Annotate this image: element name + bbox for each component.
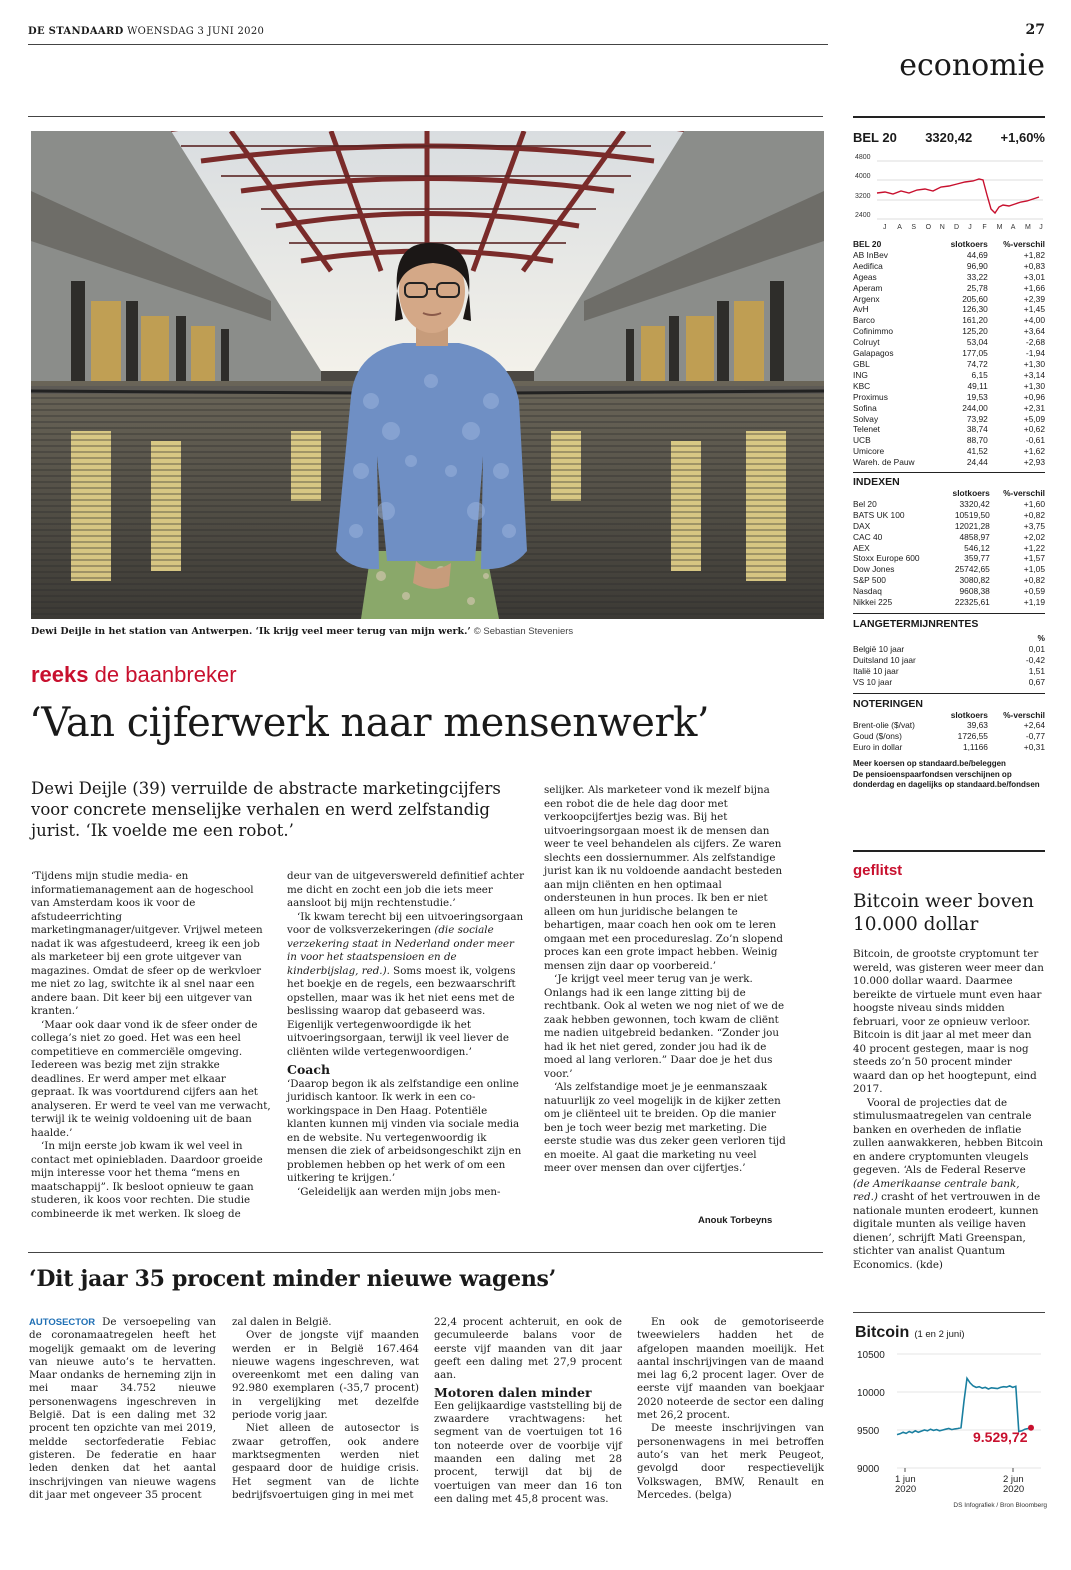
- row-value: 25742,65: [954, 564, 990, 575]
- row-value: +1,05: [1023, 564, 1045, 575]
- rule: [853, 850, 1045, 852]
- paragraph: ‘Daarop begon ik als zelfstandige een online juridisch kantoor. Ik werk in een co-workingspace in Den Haag. Potentiële klanten kunnen mij vinden via sociale media en de website. Nu vertegenwoordig ik mensen die ziek of arbeidsongeschikt zijn en problemen hebben op het werk of om een uitkering te krijgen.’: [287, 1077, 522, 1184]
- paragraph: ‘Tijdens mijn studie media- en informatiemanagement aan de hogeschool van Amsterdam koos ik voor de afstudeerrichting marketingmanager/uitgever. Vrijwel meteen nadat ik was afgestudeerd, kreeg ik een job als marketeer bij een grote uitgever van magazines. Omdat de sfeer op de werkvloer me niet zo lag, switchte ik al snel naar een andere baan. Dit keer bij een uitgever van kranten.’: [31, 870, 263, 1017]
- row-label: Nikkei 225: [853, 597, 893, 608]
- row-value: +1,19: [1023, 597, 1045, 608]
- paragraph: Over de jongste vijf maanden werden er in België 167.464 nieuwe wagens ingeschreven, wat overeenkomt met een daling van 92.980 exemplaren (-35,7 procent) in vergelijking met dezelfde periode vorig jaar.: [232, 1329, 419, 1422]
- row-label: Umicore: [853, 446, 885, 457]
- row-value: +0,83: [1023, 260, 1045, 271]
- row-value: 4858,97: [959, 531, 990, 542]
- funds-note: De pensioenspaarfondsen verschijnen op donderdag en dagelijks op standaard.be/fondsen: [853, 769, 1040, 790]
- bitcoin-last-value: 9.529,72: [973, 1429, 1028, 1445]
- bel20-value: 3320,42: [925, 130, 973, 145]
- row-label: CAC 40: [853, 531, 883, 542]
- row-label: Galapagos: [853, 348, 894, 359]
- article2-headline: ‘Dit jaar 35 procent minder nieuwe wagens’: [29, 1266, 556, 1292]
- paragraph: En ook de gemotoriseerde tweewielers hadden het de afgelopen maanden moeilijk. Het aantal inschrijvingen van de maand mei lag 6,2 procent lager. Over de eerste vijf maanden van boekjaar 2020 noteerde de sector een daling met 26,2 procent.: [637, 1316, 824, 1422]
- bel20-summary: [853, 130, 1045, 145]
- more-quotes-note: Meer koersen op standaard.be/beleggen: [853, 759, 1006, 769]
- masthead: [28, 26, 264, 37]
- table-row: [853, 261, 1045, 272]
- row-value: 161,20: [962, 315, 988, 326]
- article-photo: [31, 131, 824, 619]
- row-label: Nasdaq: [853, 586, 882, 597]
- photo-credit: © Sebastian Steveniers: [473, 626, 574, 637]
- bel20-month-tick: D: [954, 224, 960, 231]
- article-column-1: [31, 870, 271, 1221]
- row-label: Italië 10 jaar: [853, 665, 899, 676]
- table-row: [853, 315, 1045, 326]
- row-value: 19,53: [966, 391, 988, 402]
- row-value: 3320,42: [959, 498, 990, 509]
- row-value: 9608,38: [959, 586, 990, 597]
- row-value: +2,31: [1023, 402, 1045, 413]
- row-label: Stoxx Europe 600: [853, 553, 920, 564]
- noteringen-title: NOTERINGEN: [853, 697, 924, 710]
- row-value: 177,05: [962, 348, 988, 359]
- bel20-line: [877, 179, 1039, 213]
- row-value: +1,82: [1023, 249, 1045, 260]
- bitcoin-xtick-label: 2020: [895, 1484, 917, 1495]
- table-header: [853, 488, 941, 499]
- article-headline: ‘Van cijferwerk naar mensenwerk’: [29, 700, 710, 746]
- row-value: +3,75: [1023, 520, 1045, 531]
- row-label: Solvay: [853, 413, 879, 424]
- bitcoin-ytick: 9000: [857, 1464, 880, 1475]
- bel20-month-tick: N: [939, 224, 945, 231]
- row-value: 0,01: [1028, 643, 1045, 654]
- geflitst-box: [853, 862, 1045, 1272]
- bel20-ytick: 2400: [855, 212, 871, 219]
- table-row: [853, 499, 1045, 510]
- bel20-change: +1,60%: [1000, 130, 1045, 145]
- paragraph: De meeste inschrijvingen van personenwagens in mei betroffen auto’s van het merk Peugeot, gevolgd door respectievelijk Volkswagen, BMW, Renault en Mercedes. (belga): [637, 1422, 824, 1501]
- geflitst-paragraph-2: [853, 1097, 1045, 1273]
- article-column-3: [544, 784, 786, 1176]
- table-header: slotkoers: [950, 239, 988, 249]
- row-value: 73,92: [966, 413, 988, 424]
- table-row: [853, 644, 1045, 655]
- table-row: [853, 543, 1045, 554]
- row-value: +3,64: [1023, 326, 1045, 337]
- row-label: AB InBev: [853, 249, 888, 260]
- table-row: [853, 294, 1045, 305]
- row-label: Bel 20: [853, 498, 877, 509]
- section-tag: AUTOSECTOR: [29, 1317, 96, 1328]
- section-title: economie: [899, 48, 1045, 83]
- paragraph: selijker. Als marketeer vond ik mezelf bijna een robot die de hele dag door met verkoopcijfertjes bezig was. Bij het uitvoeringsorgaan moest ik de mensen dan weer te veel behandelen als cijfers. Ze waren slechts een dossiernummer. Als zelfstandige jurist kan ik nu voldoende aandacht besteden aan mijn cliënten en hen optimaal ondersteunen in hun proces. Ik ben er niet alleen om hun juridische belangen te behartigen, maar coach hen ook om te leren omgaan met een procedureslag. Zo’n slopend proces kan een grote impact hebben. Weinig mensen zijn daar op voorbereid.’: [544, 784, 783, 972]
- row-label: Wareh. de Pauw: [853, 457, 915, 468]
- bitcoin-ytick: 10500: [857, 1350, 885, 1361]
- table-row: [853, 304, 1045, 315]
- page-number: 27: [1025, 22, 1045, 38]
- bel20-month-tick: M: [1025, 224, 1031, 231]
- paragraph: ‘Als zelfstandige moet je je eenmanszaak natuurlijk zo veel mogelijk in de kijker zetten om je cliënteel uit te breiden. Op die manier ben je toch weer bezig met marketing. Die eerste studie was dus zeker geen verloren tijd en moeite. Al gaat die marketing nu veel meer over mensen dan over cijfertjes.’: [544, 1081, 786, 1174]
- table-header: slotkoers: [952, 488, 990, 499]
- table-row: [853, 446, 1045, 457]
- table-row: [853, 283, 1045, 294]
- row-value: 0,67: [1028, 676, 1045, 687]
- table-row: [853, 597, 1045, 608]
- table-row: [853, 272, 1045, 283]
- row-value: 546,12: [964, 542, 990, 553]
- row-value: 205,60: [962, 293, 988, 304]
- row-value: +2,02: [1023, 531, 1045, 542]
- bel20-month-tick: S: [911, 224, 917, 231]
- row-label: Cofinimmo: [853, 326, 894, 337]
- row-value: -0,61: [1025, 435, 1045, 446]
- bel20-month-tick: J: [1039, 224, 1043, 231]
- bitcoin-chart-subtitle: (1 en 2 juni): [914, 1329, 965, 1340]
- article2-column-1: [29, 1316, 216, 1502]
- indexen-title: INDEXEN: [853, 476, 900, 489]
- photo-caption: [31, 626, 821, 637]
- row-value: +1,22: [1023, 542, 1045, 553]
- paragraph: zal dalen in België.: [232, 1316, 332, 1328]
- table-row: [853, 553, 1045, 564]
- table-header: slotkoers: [950, 709, 988, 720]
- row-label: Euro in dollar: [853, 742, 903, 753]
- row-value: 74,72: [966, 358, 988, 369]
- bel20-label: BEL 20: [853, 130, 897, 145]
- table-header: [853, 710, 937, 721]
- row-label: Ageas: [853, 271, 877, 282]
- paragraph-text: ‘Ik kwam terecht bij een uitvoeringsorgaan voor de volksverzekeringen: [287, 910, 524, 936]
- article-lede: Dewi Deijle (39) verruilde de abstracte marketingcijfers voor concrete menselijke verhalen en werd zelfstandig jurist. ‘Ik voelde me een robot.’: [31, 779, 501, 840]
- row-value: 10519,50: [954, 509, 990, 520]
- row-value: -0,77: [1025, 731, 1045, 742]
- table-row: [853, 348, 1045, 359]
- table-row: [853, 424, 1045, 435]
- table-row: [853, 666, 1045, 677]
- noteringen-table: [853, 710, 1045, 754]
- paragraph: Een gelijkaardige vaststelling bij de zwaardere vrachtwagens: het segment van de voertuigen tot 16 ton noteerde over de voorbije vijf maanden een daling met 28 procent, terwijl dat bij de voertuigen van meer dan 16 ton een daling met 45,8 procent was.: [434, 1399, 622, 1505]
- row-value: +3,14: [1023, 369, 1045, 380]
- rule: [853, 1312, 1045, 1313]
- row-label: België 10 jaar: [853, 643, 905, 654]
- row-value: +3,01: [1023, 271, 1045, 282]
- table-header: %-verschil: [1003, 709, 1045, 720]
- row-value: 38,74: [966, 424, 988, 435]
- bitcoin-last-point: [1028, 1425, 1034, 1431]
- row-value: -2,68: [1025, 337, 1045, 348]
- table-row: [853, 731, 1045, 742]
- bel20-month-tick: J: [968, 224, 972, 231]
- bitcoin-chart: [855, 1342, 1047, 1512]
- paragraph: 22,4 procent achteruit, en ook de gecumuleerde balans voor de eerste vijf maanden van dit jaar geeft een daling met 27,9 procent aan.: [434, 1316, 622, 1382]
- rule: [853, 472, 1045, 473]
- bel20-month-tick: O: [925, 224, 932, 231]
- row-value: 49,11: [967, 380, 988, 391]
- rule: [853, 693, 1045, 694]
- series-kicker: [31, 662, 237, 688]
- row-value: 1,51: [1028, 665, 1045, 676]
- subheading: Coach: [287, 1062, 331, 1077]
- markets-sidebar: [853, 118, 1045, 791]
- row-value: 12021,28: [954, 520, 990, 531]
- row-value: +1,30: [1023, 358, 1045, 369]
- paragraph: [287, 911, 527, 1060]
- row-label: VS 10 jaar: [853, 676, 893, 687]
- bel20-month-tick: M: [996, 224, 1003, 231]
- table-row: [853, 337, 1045, 348]
- row-label: AEX: [853, 542, 870, 553]
- row-value: 44,69: [966, 249, 988, 260]
- chart-source: DS Infografiek / Bron Bloomberg: [953, 1502, 1047, 1509]
- paragraph: Niet alleen de autosector is zwaar getroffen, ook andere marktsegmenten werden niet gespaard door de huidige crisis. Het segment van de lichte bedrijfsvoertuigen ging in mei met: [232, 1422, 419, 1501]
- table-row: [853, 370, 1045, 381]
- bitcoin-ytick: 10000: [857, 1388, 885, 1399]
- row-value: 96,90: [966, 260, 988, 271]
- table-header: %-verschil: [1003, 488, 1045, 499]
- table-row: [853, 403, 1045, 414]
- row-value: 41,52: [966, 446, 988, 457]
- bel20-ytick: 4000: [855, 173, 871, 180]
- bitcoin-xtick-label: 2020: [1003, 1484, 1025, 1495]
- row-value: +4,00: [1023, 315, 1045, 326]
- geflitst-headline: Bitcoin weer boven 10.000 dollar: [853, 891, 1034, 935]
- row-value: 3080,82: [959, 575, 990, 586]
- bitcoin-xtick-label: 2 jun: [1003, 1474, 1024, 1485]
- bel20-month-tick: F: [982, 224, 987, 231]
- row-label: Colruyt: [853, 337, 880, 348]
- row-label: Proximus: [853, 391, 888, 402]
- paragraph-italic: (de Amerikaanse centrale bank, red.): [853, 1177, 1020, 1203]
- bitcoin-ytick: 9500: [857, 1426, 880, 1437]
- row-value: 24,44: [966, 457, 988, 468]
- row-label: Aperam: [853, 282, 883, 293]
- row-label: UCB: [853, 435, 871, 446]
- row-value: +2,64: [1023, 720, 1045, 731]
- row-value: +0,82: [1023, 509, 1045, 520]
- paragraph-text: crasht of het vertrouwen in de nationale munten erodeert, kunnen digitale munten als veilige haven dienen’, schrijft Mati Greenspan, stichter van analist Quantum Economics. (kde): [853, 1191, 1041, 1271]
- row-label: Brent-olie ($/vat): [853, 720, 915, 731]
- row-label: DAX: [853, 520, 871, 531]
- row-value: +1,62: [1023, 446, 1045, 457]
- paragraph: ‘In mijn eerste job kwam ik wel veel in contact met opiniebladen. Daardoor groeide mijn interesse voor het thema “mens en maatschappij”. Ik besloot opnieuw te gaan studeren, ik koos voor rechten. Die studie combineerde ik met werken. Ik sloeg de: [31, 1140, 263, 1220]
- row-value: +1,30: [1023, 380, 1045, 391]
- row-value: 22325,61: [954, 597, 990, 608]
- paragraph: ‘Maar ook daar vond ik de sfeer onder de collega’s niet zo goed. Het was een heel competitieve en commerciële omgeving. Iedereen was bezig met zijn strakke deadlines. Er werd amper met elkaar gepraat. Ik was voortdurend cijfers aan het analyseren. Er werd te veel van me verwacht, terwijl ik te weinig voldoening uit de baan haalde.’: [31, 1018, 271, 1139]
- bitcoin-chart-heading: [855, 1322, 1047, 1342]
- table-row: [853, 655, 1045, 666]
- kicker-series-name: de baanbreker: [94, 662, 237, 687]
- table-row: [853, 720, 1045, 731]
- caption-text: Dewi Deijle in het station van Antwerpen. ‘Ik krijg veel meer terug van mijn werk.’: [31, 626, 471, 637]
- row-value: +2,93: [1023, 457, 1045, 468]
- row-value: +5,09: [1023, 413, 1045, 424]
- row-value: +0,96: [1023, 391, 1045, 402]
- article2-column-4: [637, 1316, 824, 1502]
- article-column-2: [287, 870, 527, 1199]
- kicker-bold: reeks: [31, 662, 89, 687]
- row-value: +0,62: [1023, 424, 1045, 435]
- table-row: [853, 326, 1045, 337]
- row-value: 6,15: [971, 369, 988, 380]
- bel20-ytick: 3200: [855, 193, 871, 200]
- row-label: S&P 500: [853, 575, 886, 586]
- row-label: Barco: [853, 315, 875, 326]
- bel20-ytick: 4800: [855, 154, 871, 161]
- table-row: [853, 457, 1045, 468]
- paragraph-text: De versoepeling van de coronamaatregelen heeft het mogelijk gemaakt om de levering van nieuwe auto’s te hervatten. Maar ondanks de herneming zijn in mei maar 34.752 nieuwe personenwagens ingeschreven in België. Dat is een daling met 32 procent ten opzichte van mei 2019, meldde sectorfederatie Febiac gisteren. De federatie en haar leden denken dat het aantal inschrijvingen van nieuwe wagens dit jaar met ongeveer 35 procent: [29, 1316, 216, 1501]
- row-label: GBL: [853, 358, 870, 369]
- paragraph: deur van de uitgeverswereld definitief achter me dicht en zocht een job die iets meer aansloot bij mijn rechtenstudie.’: [287, 870, 525, 909]
- article2-column-3: [434, 1316, 622, 1506]
- row-value: -1,94: [1025, 348, 1045, 359]
- bel20-month-tick: J: [883, 224, 887, 231]
- station-photo-illustration: [31, 131, 824, 619]
- row-label: Duitsland 10 jaar: [853, 654, 916, 665]
- rule-left: [28, 116, 823, 117]
- bitcoin-chart-box: [855, 1322, 1047, 1509]
- table-row: [853, 435, 1045, 446]
- table-row: [853, 359, 1045, 370]
- bel20-table: [853, 239, 1045, 468]
- table-header: BEL 20: [853, 239, 882, 249]
- top-rule: [28, 44, 828, 45]
- table-header: %-verschil: [1003, 239, 1045, 249]
- table-row: [853, 742, 1045, 753]
- table-row: [853, 381, 1045, 392]
- row-label: Argenx: [853, 293, 880, 304]
- paragraph-text: Soms moest ik, volgens het boekje en de regels, een bezwaarschrift opstellen, maar was ik het niet eens met de beslissing waarop dat gebaseerd was. Eigenlijk vertegenwoordigde ik het uitvoeringsorgaan, terwijl ik veel liever de cliënten wilde vertegenwoordigen.’: [287, 964, 516, 1058]
- row-value: 1,1166: [962, 742, 988, 753]
- table-row: [853, 564, 1045, 575]
- table-row: [853, 414, 1045, 425]
- geflitst-paragraph: Bitcoin, de grootste cryptomunt ter wereld, was gisteren weer meer dan 10.000 dollar waard. Daarmee bereikte de virtuele munt even haar hoogste niveau sinds midden februari, voor ze opnieuw verloor. Bitcoin is dit jaar al met meer dan 40 procent gestegen, maar is nog steeds zo’n 50 procent minder waard dan op het hoogtepunt, eind 2017.: [853, 948, 1044, 1095]
- row-value: +1,45: [1023, 304, 1045, 315]
- row-value: 39,63: [966, 720, 988, 731]
- row-value: +1,66: [1023, 282, 1045, 293]
- row-value: +0,59: [1023, 586, 1045, 597]
- paragraph: ‘Geleidelijk aan werden mijn jobs men-: [297, 1185, 501, 1198]
- indexen-table: [853, 488, 1045, 608]
- row-label: AvH: [853, 304, 869, 315]
- row-value: +0,31: [1023, 742, 1045, 753]
- geflitst-label: geflitst: [853, 862, 903, 879]
- rentes-title: LANGETERMIJNRENTES: [853, 618, 979, 630]
- row-label: Aedifica: [853, 260, 883, 271]
- table-row: [853, 510, 1045, 521]
- row-value: 33,22: [966, 271, 988, 282]
- row-label: Telenet: [853, 424, 881, 435]
- bel20-month-tick: A: [897, 224, 902, 231]
- row-label: Dow Jones: [853, 564, 895, 575]
- bitcoin-line: [897, 1378, 1031, 1434]
- bel20-chart: [853, 149, 1045, 231]
- table-row: [853, 677, 1045, 688]
- table-row: [853, 532, 1045, 543]
- table-row: [853, 586, 1045, 597]
- row-label: Sofina: [853, 402, 877, 413]
- table-row: [853, 392, 1045, 403]
- bitcoin-chart-title: Bitcoin: [855, 1324, 910, 1341]
- row-label: Goud ($/ons): [853, 731, 902, 742]
- table-row: [853, 250, 1045, 261]
- row-label: KBC: [853, 380, 871, 391]
- paragraph: ‘Je krijgt veel meer terug van je werk. Onlangs had ik een lange zitting bij de rechtbank. Ook al weten we nog niet of we de zaak hebben gewonnen, toch kwam de cliënt me nadien uitgebreid bedanken. “Zonder jou had ik het niet gered, zonder jou had ik de moed al lang verloren.” Daar doe je het dus voor.’: [544, 973, 785, 1080]
- row-value: 25,78: [966, 282, 988, 293]
- row-value: -0,42: [1025, 654, 1045, 665]
- article2-column-2: [232, 1316, 419, 1502]
- table-row: [853, 575, 1045, 586]
- paragraph-text: Vooral de projecties dat de stimulusmaatregelen van centrale banken en overheden de inflatie zullen aanwakkeren, hebben Bitcoin en andere cryptomunten vleugels gegeven. ‘Als de Federal Reserve: [853, 1096, 1044, 1176]
- table-row: [853, 521, 1045, 532]
- row-value: 88,70: [966, 435, 988, 446]
- row-label: ING: [853, 369, 868, 380]
- paper-name: DE STANDAARD: [28, 26, 124, 37]
- article-separator: [28, 1252, 823, 1253]
- row-value: 244,00: [962, 402, 988, 413]
- row-value: +1,57: [1023, 553, 1045, 564]
- rule: [853, 613, 1045, 614]
- row-value: +2,39: [1023, 293, 1045, 304]
- row-label: BATS UK 100: [853, 509, 905, 520]
- bitcoin-xtick-label: 1 jun: [895, 1474, 916, 1485]
- article2-subheading: Motoren dalen minder: [434, 1385, 592, 1401]
- row-value: 125,20: [962, 326, 988, 337]
- row-value: +1,60: [1023, 498, 1045, 509]
- byline: Anouk Torbeyns: [698, 1215, 773, 1226]
- paragraph-italic: (die sociale verzekering staat in Nederland onder meer in voor het staatspensioen en de kinderbijslag, red.).: [287, 924, 514, 977]
- row-value: +0,82: [1023, 575, 1045, 586]
- issue-date: WOENSDAG 3 JUNI 2020: [127, 26, 265, 37]
- row-value: 1726,55: [957, 731, 988, 742]
- bel20-month-tick: A: [1010, 224, 1016, 231]
- row-value: 126,30: [962, 304, 988, 315]
- row-value: 53,04: [966, 337, 988, 348]
- row-value: 359,77: [964, 553, 990, 564]
- rentes-table: [853, 633, 1045, 688]
- table-header: %: [1037, 633, 1045, 643]
